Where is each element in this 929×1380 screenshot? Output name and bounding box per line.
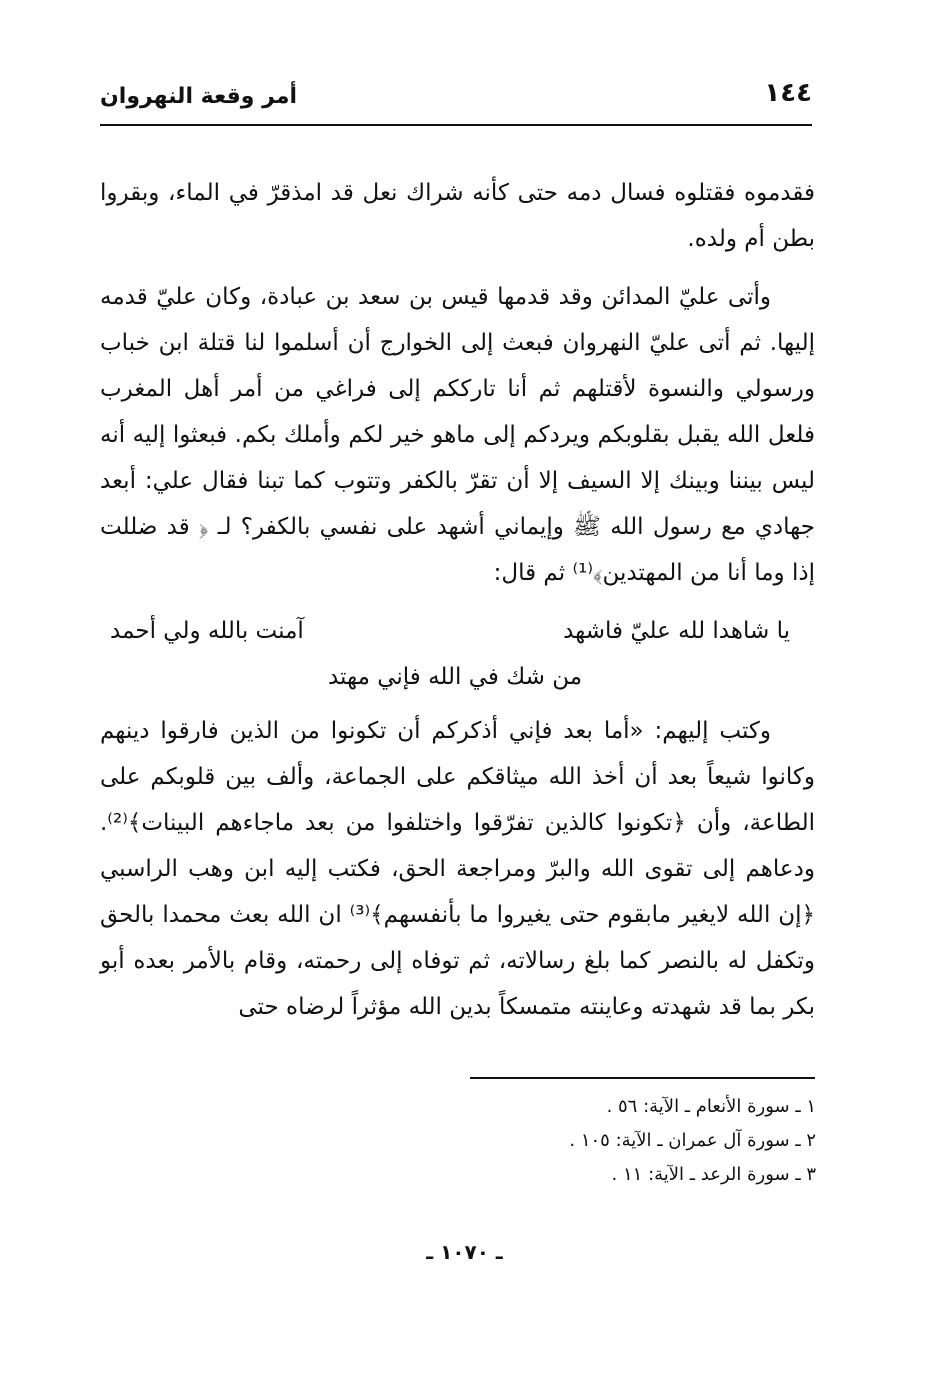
running-title: أمر وقعة النهروان <box>100 84 297 109</box>
poem-hemistich-right: يا شاهدا لله عليّ فاشهد <box>563 618 790 644</box>
printed-page-number: ـ ١٠٧٠ ـ <box>426 1240 503 1264</box>
poem-line-2: من شك في الله فإني مهتد <box>327 664 583 690</box>
header-page-number: ١٤٤ <box>764 78 812 108</box>
poem-line-1 <box>110 608 790 654</box>
paragraph-1: فقدموه فقتلوه فسال دمه حتى كأنه شراك نعل قد امذقرّ في الماء، وبقروا بطن أم ولده. <box>100 180 815 252</box>
body-text <box>100 170 815 1042</box>
paragraph-2: وأتى عليّ المدائن وقد قدمها قيس بن سعد بن عبادة، وكان عليّ قدمه إليها. ثم أتى عليّ النهروان فبعث إلى الخوارج أن أسلموا لنا قتلة ابن خباب ورسولي والنسوة لأقتلهم ثم أنا تارككم إلى فراغي من أمر أهل المغرب فلعل الله يقبل بقلوبكم ويردكم إلى ماهو خير لكم وأملك بكم. فبعثوا إليه أنه ليس بيننا وبينك إلا السيف إلا أن تقرّ بالكفر وتتوب كما تبنا فقال علي: أبعد جهادي مع رسول الله ﷺ وإيماني أشهد على نفسي بالكفر؟ لـ ﴿ قد ضللت إذا وما أنا من المهتدين﴾⁽¹⁾ ثم قال: <box>100 284 815 586</box>
poem-hemistich-left: آمنت بالله ولي أحمد <box>110 618 304 644</box>
poem-verse <box>100 608 815 700</box>
paragraph-3: وكتب إليهم: «أما بعد فإني أذكركم أن تكونوا من الذين فارقوا دينهم وكانوا شيعاً بعد أن أخذ الله ميثاقكم على الجماعة، وألف بين قلوبكم على الطاعة، وأن ﴿تكونوا كالذين تفرّقوا واختلفوا من بعد ماجاءهم البينات﴾⁽²⁾. ودعاهم إلى تقوى الله والبرّ ومراجعة الحق، فكتب إليه ابن وهب الراسبي ﴿إن الله لايغير مابقوم حتى يغيروا ما بأنفسهم﴾⁽³⁾ ان الله بعث محمدا بالحق وتكفل له بالنصر كما بلغ رسالاته، ثم توفاه إلى رحمته، وقام بالأمر بعده أبو بكر بما قد شهدته وعاينته متمسكاً بدين الله مؤثراً لرضاه حتى <box>100 718 815 1020</box>
footnote-1: ١ ـ سورة الأنعام ـ الآية: ٥٦ . <box>606 1096 816 1117</box>
footnote-3: ٣ ـ سورة الرعد ـ الآية: ١١ . <box>611 1164 816 1185</box>
page-header <box>100 74 812 126</box>
footnote-divider <box>470 1077 815 1079</box>
footnotes <box>416 1090 816 1192</box>
footnote-2: ٢ ـ سورة آل عمران ـ الآية: ١٠٥ . <box>569 1130 816 1151</box>
